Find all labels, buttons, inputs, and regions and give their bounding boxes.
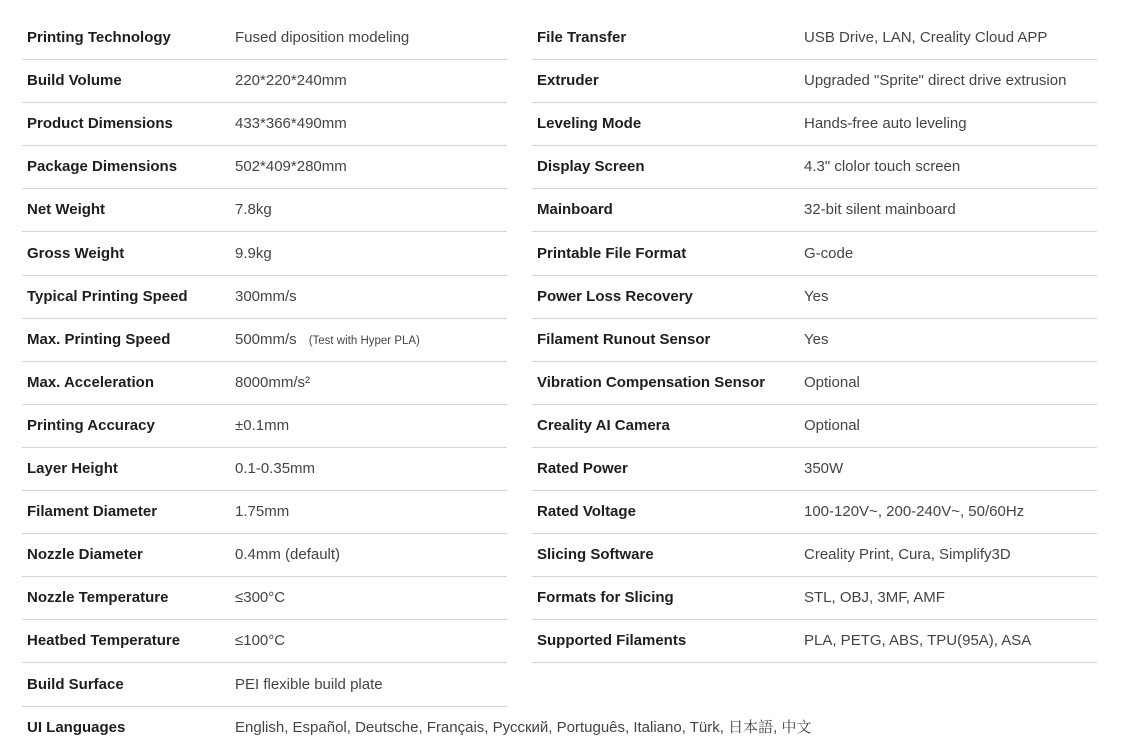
spec-label: Rated Power: [537, 460, 628, 477]
spec-label: Rated Voltage: [537, 503, 636, 521]
spec-row: [0, 275, 1129, 318]
spec-value-text: Upgraded "Sprite" direct drive extrusion: [804, 72, 1067, 90]
spec-value: [804, 59, 1066, 102]
spec-value-text: 100-120V~, 200-240V~, 50/60Hz: [804, 503, 1025, 521]
spec-row: [0, 663, 1129, 706]
spec-value: [804, 318, 828, 361]
spec-value-text: 502*409*280mm: [235, 158, 347, 176]
spec-value-text: 9.9kg: [235, 244, 272, 262]
spec-value-text: 32-bit silent mainboard: [804, 201, 956, 219]
spec-value-text: 220*220*240mm: [235, 72, 347, 90]
spec-value: [804, 533, 1011, 576]
spec-label: Vibration Compensation Sensor: [537, 373, 766, 391]
spec-value-text: ≤100°C: [235, 632, 286, 650]
spec-label: Supported Filaments: [537, 632, 687, 650]
spec-label: Gross Weight: [27, 244, 125, 262]
spec-row: [0, 490, 1129, 533]
spec-label: File Transfer: [537, 29, 627, 46]
spec-value-text: ≤300°C: [235, 589, 286, 607]
spec-value-text: 350W: [804, 460, 844, 477]
spec-label: Build Volume: [27, 72, 122, 90]
spec-label: Power Loss Recovery: [537, 287, 693, 305]
spec-label: Printable File Format: [537, 244, 687, 262]
spec-value-text: 500mm/s: [235, 330, 297, 348]
spec-label: Typical Printing Speed: [27, 287, 188, 305]
spec-value-text: Optional: [804, 373, 860, 391]
spec-label: Max. Printing Speed: [27, 330, 171, 348]
spec-label: Build Surface: [27, 675, 124, 693]
spec-value: [804, 102, 967, 145]
spec-label: Product Dimensions: [27, 115, 173, 133]
spec-value: [804, 188, 956, 231]
spec-value: [804, 361, 860, 404]
spec-label: UI Languages: [27, 718, 126, 736]
spec-value-text: Hands-free auto leveling: [804, 115, 967, 133]
spec-label: Leveling Mode: [537, 115, 642, 133]
spec-value-text: PLA, PETG, ABS, TPU(95A), ASA: [804, 632, 1032, 650]
spec-value-text: 1.75mm: [235, 503, 290, 521]
spec-row: [0, 145, 1129, 188]
spec-row: [0, 16, 1129, 59]
spec-row: [0, 404, 1129, 447]
spec-value: [235, 663, 383, 706]
spec-label: Filament Runout Sensor: [537, 330, 711, 348]
spec-value-text: USB Drive, LAN, Creality Cloud APP: [804, 29, 1048, 46]
spec-label: Package Dimensions: [27, 158, 178, 176]
spec-value-note: (Test with Hyper PLA): [308, 334, 420, 347]
spec-value-text: 4.3" clolor touch screen: [804, 158, 961, 176]
spec-value: [804, 275, 828, 318]
spec-label: Layer Height: [27, 460, 118, 477]
spec-label: Mainboard: [537, 201, 613, 219]
spec-value-text: 433*366*490mm: [235, 115, 347, 133]
spec-label: Nozzle Temperature: [27, 589, 169, 607]
spec-value-text: 0.4mm (default): [235, 546, 341, 564]
spec-value-text: 7.8kg: [235, 201, 272, 219]
spec-value-text: Creality Print, Cura, Simplify3D: [804, 546, 1011, 564]
spec-label: Filament Diameter: [27, 503, 158, 521]
spec-value: [804, 447, 843, 490]
spec-row: [0, 318, 1129, 361]
spec-value-text: PEI flexible build plate: [235, 675, 383, 693]
spec-row: [0, 102, 1129, 145]
spec-value: [235, 706, 811, 749]
spec-row: [0, 447, 1129, 490]
spec-value-text: English, Español, Deutsche, Français, Русский, Português, Italiano, Türk, 日本語, 中文: [235, 718, 812, 736]
spec-value-text: Yes: [804, 330, 829, 348]
spec-row: [0, 361, 1129, 404]
spec-row: [0, 188, 1129, 231]
spec-value-text: Fused diposition modeling: [235, 29, 410, 46]
spec-value-text: 0.1-0.35mm: [235, 460, 316, 477]
spec-value-text: Yes: [804, 287, 829, 305]
spec-value-text: 8000mm/s²: [235, 373, 311, 391]
spec-value-text: ±0.1mm: [235, 416, 290, 434]
spec-label: Extruder: [537, 72, 599, 90]
spec-row: [0, 232, 1129, 275]
spec-value: [804, 576, 945, 619]
spec-value-text: STL, OBJ, 3MF, AMF: [804, 589, 945, 607]
spec-value: [804, 490, 1024, 533]
row-divider: [532, 662, 1097, 663]
spec-label: Printing Accuracy: [27, 416, 155, 434]
spec-label: Creality AI Camera: [537, 416, 670, 434]
spec-row: [0, 619, 1129, 662]
spec-value-text: G-code: [804, 244, 854, 262]
spec-label: Heatbed Temperature: [27, 632, 181, 650]
spec-label: Display Screen: [537, 158, 645, 176]
spec-label: Printing Technology: [27, 29, 171, 46]
spec-value: [804, 145, 960, 188]
spec-row: [0, 706, 1129, 749]
spec-value: [804, 232, 853, 275]
spec-row: [0, 59, 1129, 102]
spec-value-text: 300mm/s: [235, 287, 297, 305]
spec-row: [0, 576, 1129, 619]
spec-value: [804, 16, 1047, 59]
spec-label: Slicing Software: [537, 546, 654, 564]
spec-label: Max. Acceleration: [27, 373, 154, 391]
spec-value: [804, 619, 1031, 662]
spec-value: [804, 404, 860, 447]
spec-label: Net Weight: [27, 201, 106, 219]
spec-label: Formats for Slicing: [537, 589, 674, 607]
spec-value-text: Optional: [804, 416, 860, 434]
spec-row: [0, 533, 1129, 576]
spec-label: Nozzle Diameter: [27, 546, 143, 564]
